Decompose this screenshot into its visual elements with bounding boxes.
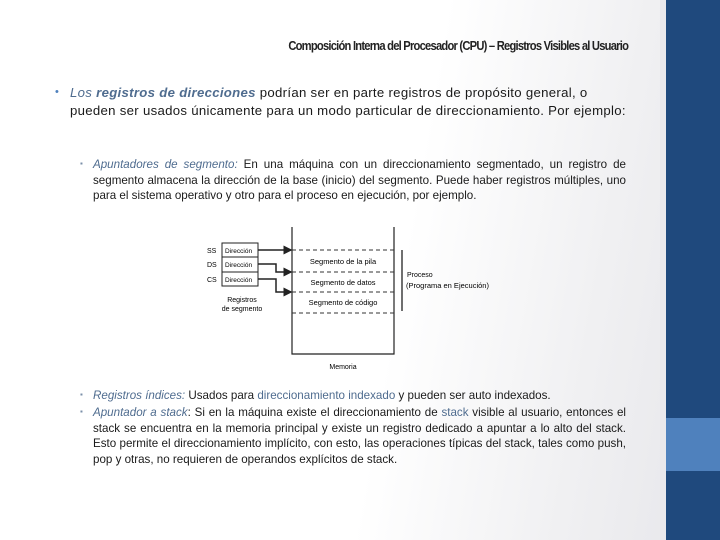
item-highlight: stack (441, 406, 469, 419)
process-sublabel: (Programa en Ejecución) (406, 281, 489, 290)
intro-highlight: registros de direcciones (96, 85, 256, 100)
item-term: Apuntador a stack (93, 406, 188, 419)
item-term: Registros índices: (93, 389, 186, 402)
item-index-registers (93, 388, 626, 404)
intro-text: podrían ser en parte registros de propósito general, o pueden ser usados únicamente para un modo particular de direccionamiento. Por ejemplo: (70, 85, 626, 118)
intro-paragraph (70, 84, 630, 120)
memory-label: Memoria (329, 364, 357, 371)
register-address: Dirección (225, 277, 253, 284)
segment-diagram (190, 222, 510, 372)
register-cs: CS (207, 277, 217, 284)
bullet-icon: • (55, 86, 59, 98)
item-segment-pointers (93, 157, 626, 204)
item-text: Usados para (185, 389, 258, 402)
registers-caption: de segmento (221, 306, 263, 313)
slide-title: Composición Interna del Procesador (CPU) – Registros Visibles al Usuario (288, 38, 628, 53)
bullet-icon: ▪ (80, 159, 83, 168)
sidebar-decoration (666, 0, 720, 540)
segment-stack-label: Segmento de la pila (309, 257, 377, 266)
register-address: Dirección (225, 262, 253, 269)
memory-box (292, 227, 394, 354)
item-text: En una máquina con un direccionamiento segmentado, un registro de segmento almacena la dirección de la base (inicio) del segmento. Puede haber registros múltiples, uno para el sistema operativo y otro para el proceso en ejecución, por ejemplo. (93, 158, 626, 203)
item-text: : Si en la máquina existe el direccionamiento de (187, 406, 442, 419)
register-address: Dirección (225, 248, 253, 255)
bullet-icon: ▪ (80, 390, 83, 399)
bullet-icon: ▪ (80, 407, 83, 416)
register-ds: DS (207, 262, 217, 269)
item-highlight: direccionamiento indexado (257, 389, 396, 402)
item-term: Apuntadores de segmento: (93, 158, 238, 171)
register-ss: SS (207, 248, 217, 255)
segment-code-label: Segmento de código (308, 298, 378, 307)
sidebar-accent (666, 418, 720, 471)
item-stack-pointer (93, 405, 626, 467)
item-text: y pueden ser auto indexados. (395, 389, 551, 402)
registers-caption: Registros (227, 297, 257, 304)
item-text: visible al usuario, entonces el stack se encuentra en la memoria principal y existe un registro dedicado a apuntar a lo alto del stack. Esto permite el direccionamiento implícito, con esto, las operaciones típicas del stack, tales como push, pop y otras, no requieren de operandos explícitos de stack. (93, 406, 627, 466)
intro-prefix: Los (70, 85, 97, 100)
process-label: Proceso (407, 272, 433, 279)
segment-data-label: Segmento de datos (310, 278, 376, 287)
